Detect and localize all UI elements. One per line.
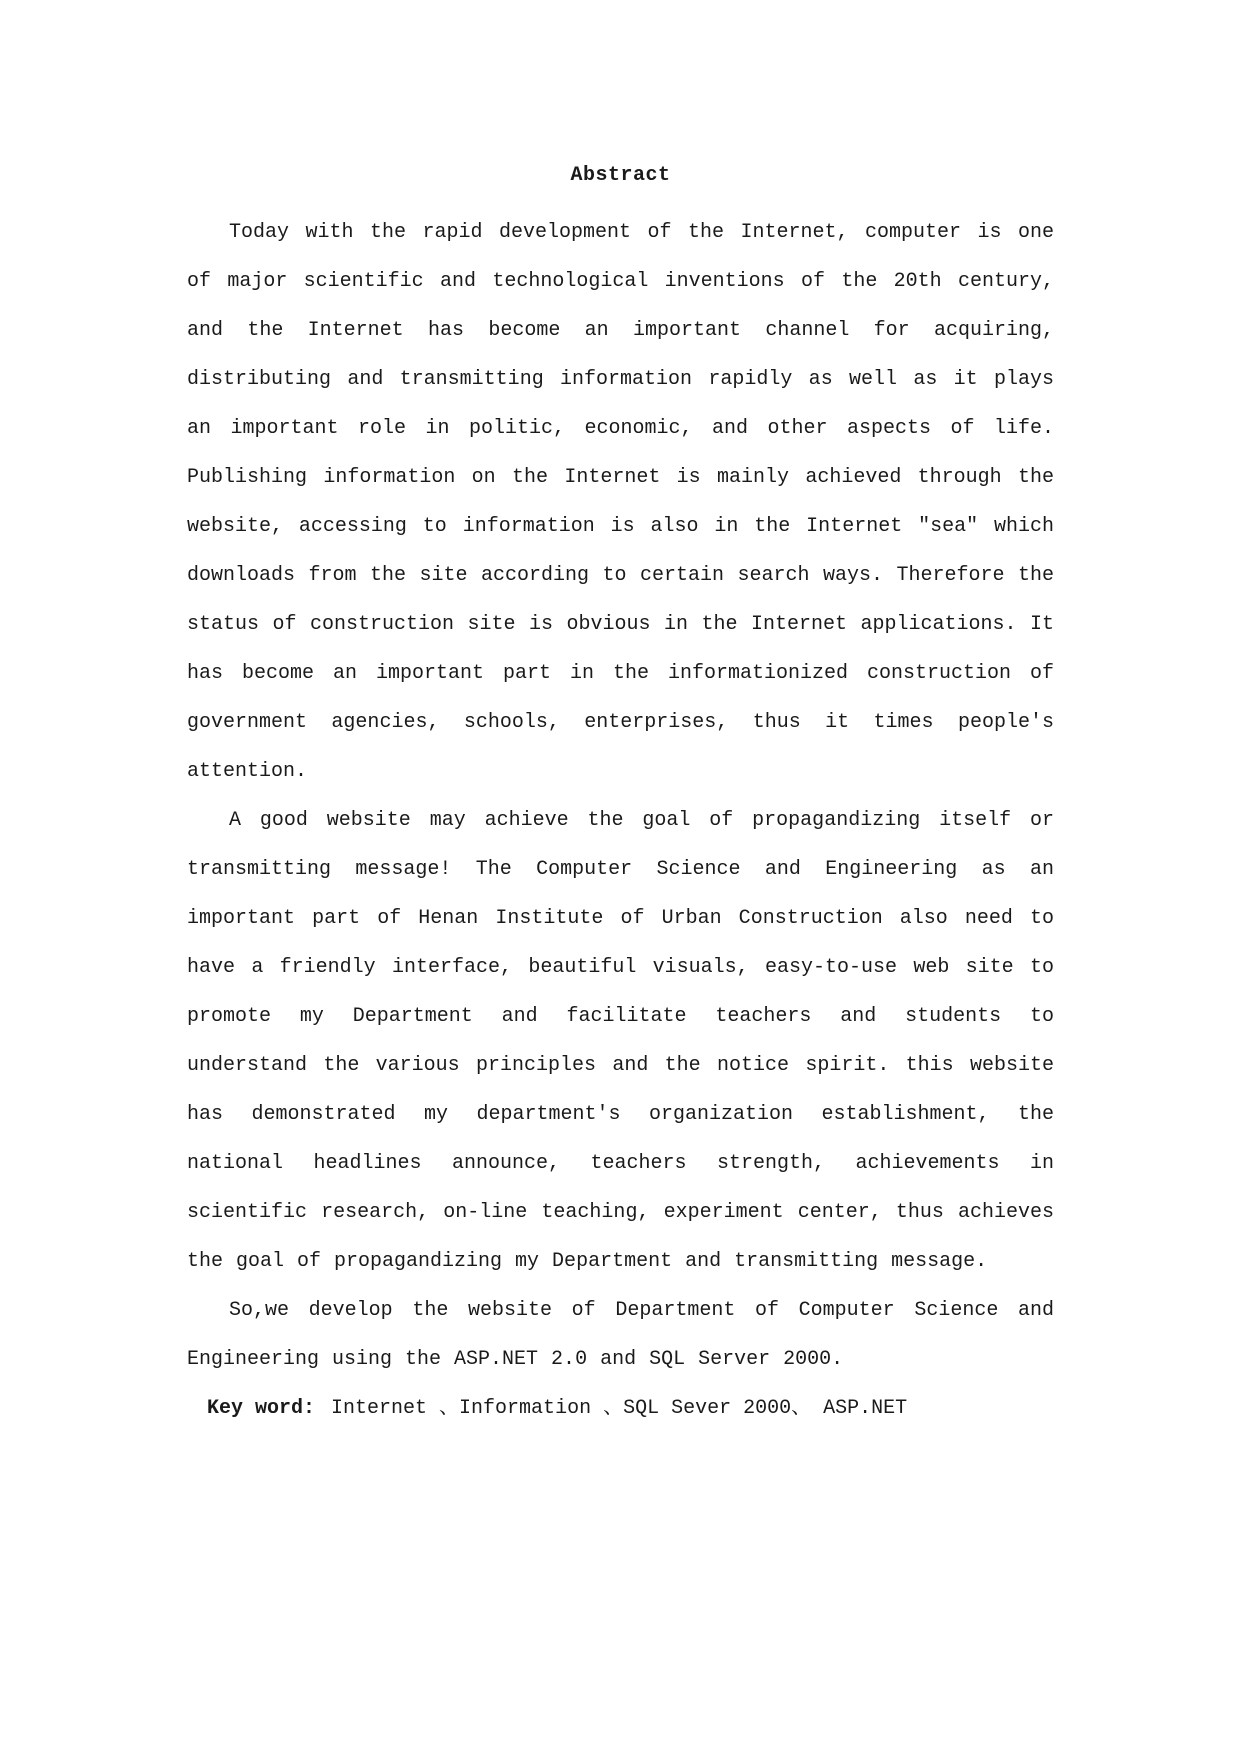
abstract-title: Abstract bbox=[570, 164, 671, 187]
keywords-line bbox=[187, 1384, 1054, 1433]
abstract-paragraph-1: Today with the rapid development of the Internet, computer is one of major scientific and technological inventions of the 20th century, and the Internet has become an important channel for acquiring, distributing and transmitting information rapidly as well as it plays an important role in politic, economic, and other aspects of life. Publishing information on the Internet is mainly achieved through the website, accessing to information is also in the Internet "sea" which downloads from the site according to certain search ways. Therefore the status of construction site is obvious in the Internet applications. It has become an important part in the informationized construction of government agencies, schools, enterprises, thus it times people's attention. bbox=[187, 221, 1054, 783]
abstract-section bbox=[187, 160, 1054, 1433]
abstract-paragraph-2: A good website may achieve the goal of propagandizing itself or transmitting message! The Computer Science and Engineering as an important part of Henan Institute of Urban Construction also need to have a friendly interface, beautiful visuals, easy-to-use web site to promote my Department and facilitate teachers and students to understand the various principles and the notice spirit. this website has demonstrated my department's organization establishment, the national headlines announce, teachers strength, achievements in scientific research, on-line teaching, experiment center, thus achieves the goal of propagandizing my Department and transmitting message. bbox=[187, 809, 1054, 1273]
keywords-label: Key word: bbox=[207, 1397, 316, 1420]
abstract-paragraph-3: So,we develop the website of Department of Computer Science and Engineering using the ASP.NET 2.0 and SQL Server 2000. bbox=[187, 1299, 1054, 1371]
keywords-list: Internet 、Information 、SQL Sever 2000、 ASP.NET bbox=[331, 1397, 908, 1420]
